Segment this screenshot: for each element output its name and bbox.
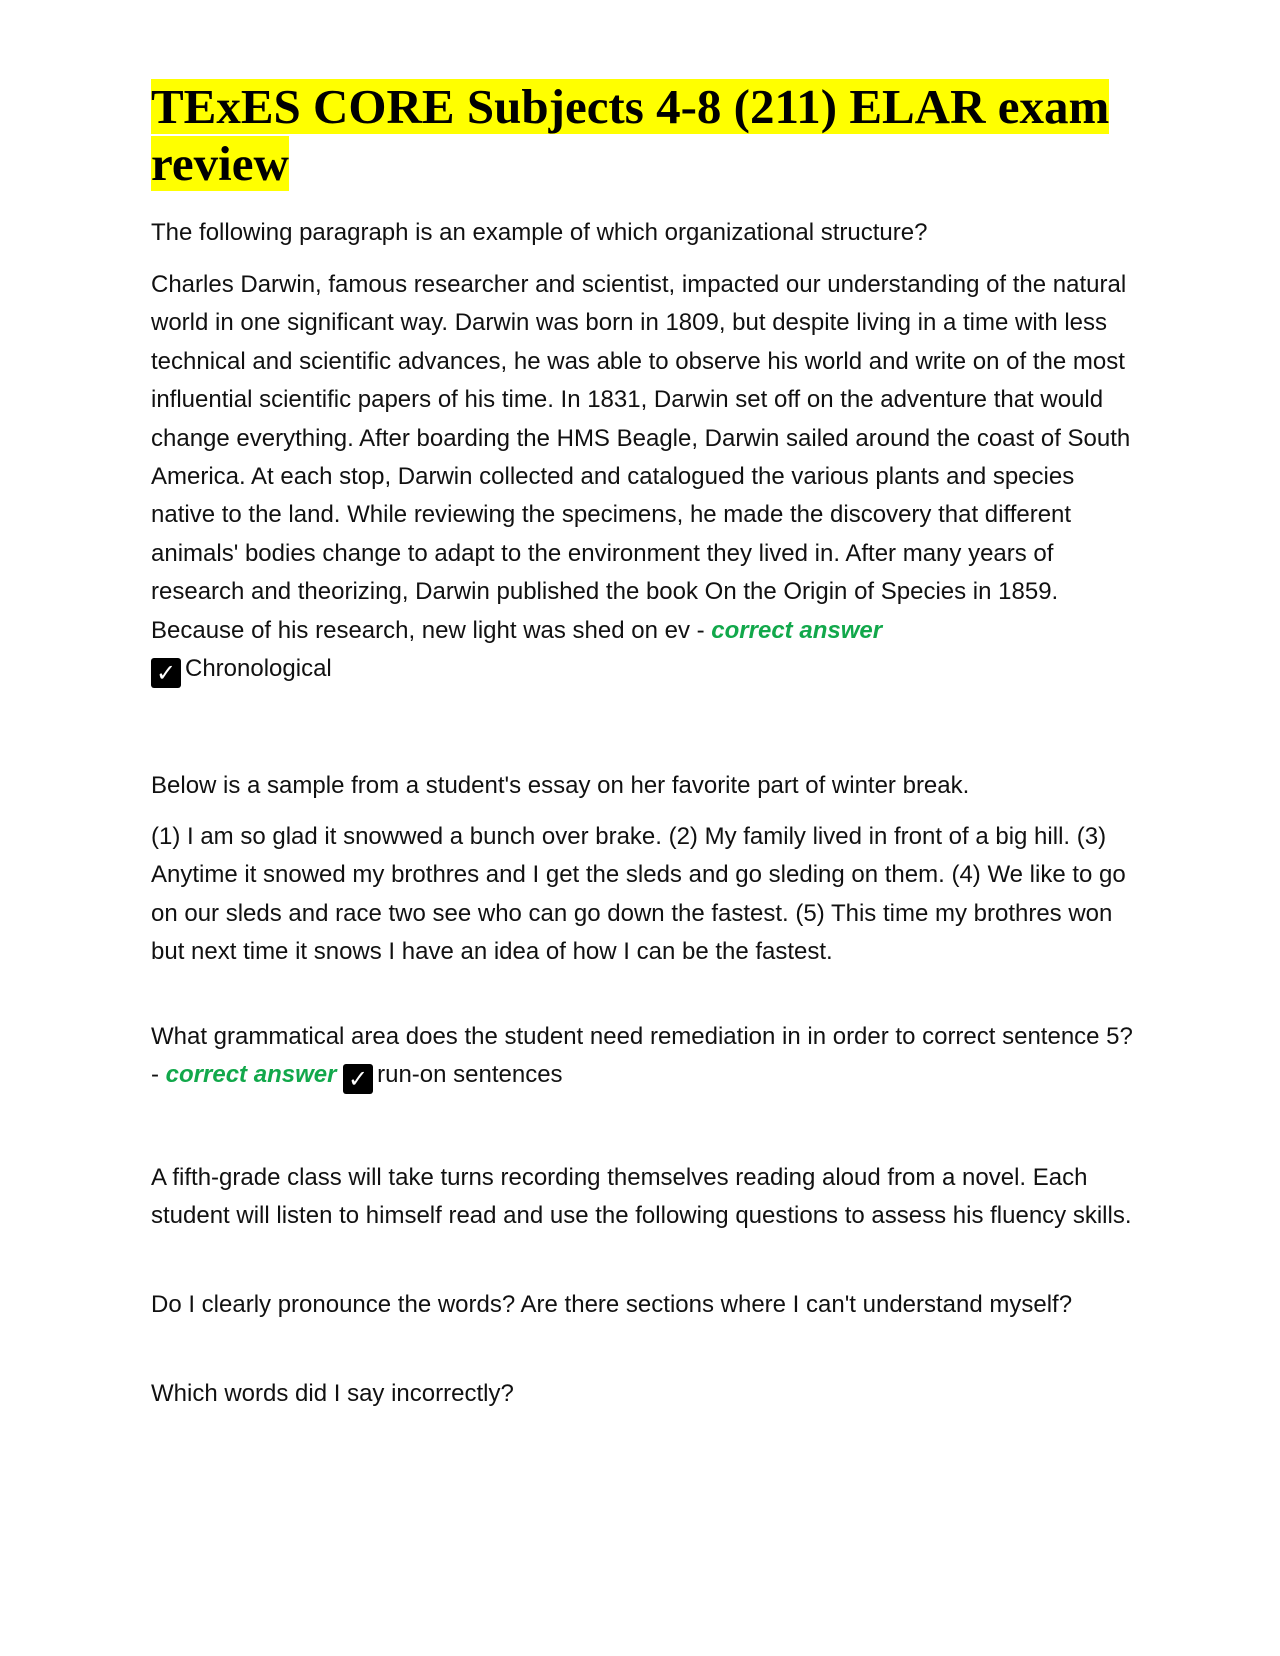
q2-question-block: [151, 1018, 1141, 1095]
document-title: [151, 78, 1141, 192]
q3-intro: A fifth-grade class will take turns recording themselves reading aloud from a novel. Each student will listen to himself read and use the following questions to assess his fluency skills.: [151, 1164, 1132, 1230]
q2-intro: Below is a sample from a student's essay on her favorite part of winter break.: [151, 772, 970, 799]
q1-question: The following paragraph is an example of which organizational structure?: [151, 219, 928, 246]
q2-passage: (1) I am so glad it snowwed a bunch over brake. (2) My family lived in front of a big hill. (3) Anytime it snowed my brothres and I get the sleds and go sleding on them. (4) We like to go on our sleds and race two see who can go down the fastest. (5) This time my brothres won but next time it snows I have an idea of how I can be the fastest.: [151, 823, 1126, 966]
title-highlight: TExES CORE Subjects 4-8 (211) ELAR exam review: [151, 79, 1110, 191]
q2-question: What grammatical area does the student need remediation in in order to correct sentence 5? -: [151, 1023, 1133, 1089]
q1-answer: Chronological: [185, 655, 332, 683]
q3-question-b: Which words did I say incorrectly?: [151, 1380, 514, 1407]
q2-answer: run-on sentences: [377, 1061, 563, 1089]
q1-passage-block: [151, 266, 1141, 688]
q1-passage: Charles Darwin, famous researcher and scientist, impacted our understanding of the natural world in one significant way. Darwin was born in 1809, but despite living in a time with less technical and scientific advances, he was able to observe his world and write on of the most influential scientific papers of his time. In 1831, Darwin set off on the adventure that would change everything. After boarding the HMS Beagle, Darwin sailed around the coast of South America. At each stop, Darwin collected and catalogued the various plants and species native to the land. While reviewing the specimens, he made the discovery that different animals' bodies change to adapt to the environment they lived in. After many years of research and theorizing, Darwin published the book On the Origin of Species in 1859. Because of his research, new light was shed on ev -: [151, 271, 1131, 644]
checkmark-icon: ✓: [343, 1064, 373, 1094]
document-page: [151, 78, 1141, 1407]
q3-question-a: Do I clearly pronounce the words? Are there sections where I can't understand myself?: [151, 1291, 1073, 1318]
q1-answer-label: correct answer: [711, 616, 883, 644]
q2-answer-label: correct answer: [165, 1061, 337, 1089]
checkmark-icon: ✓: [151, 658, 181, 688]
